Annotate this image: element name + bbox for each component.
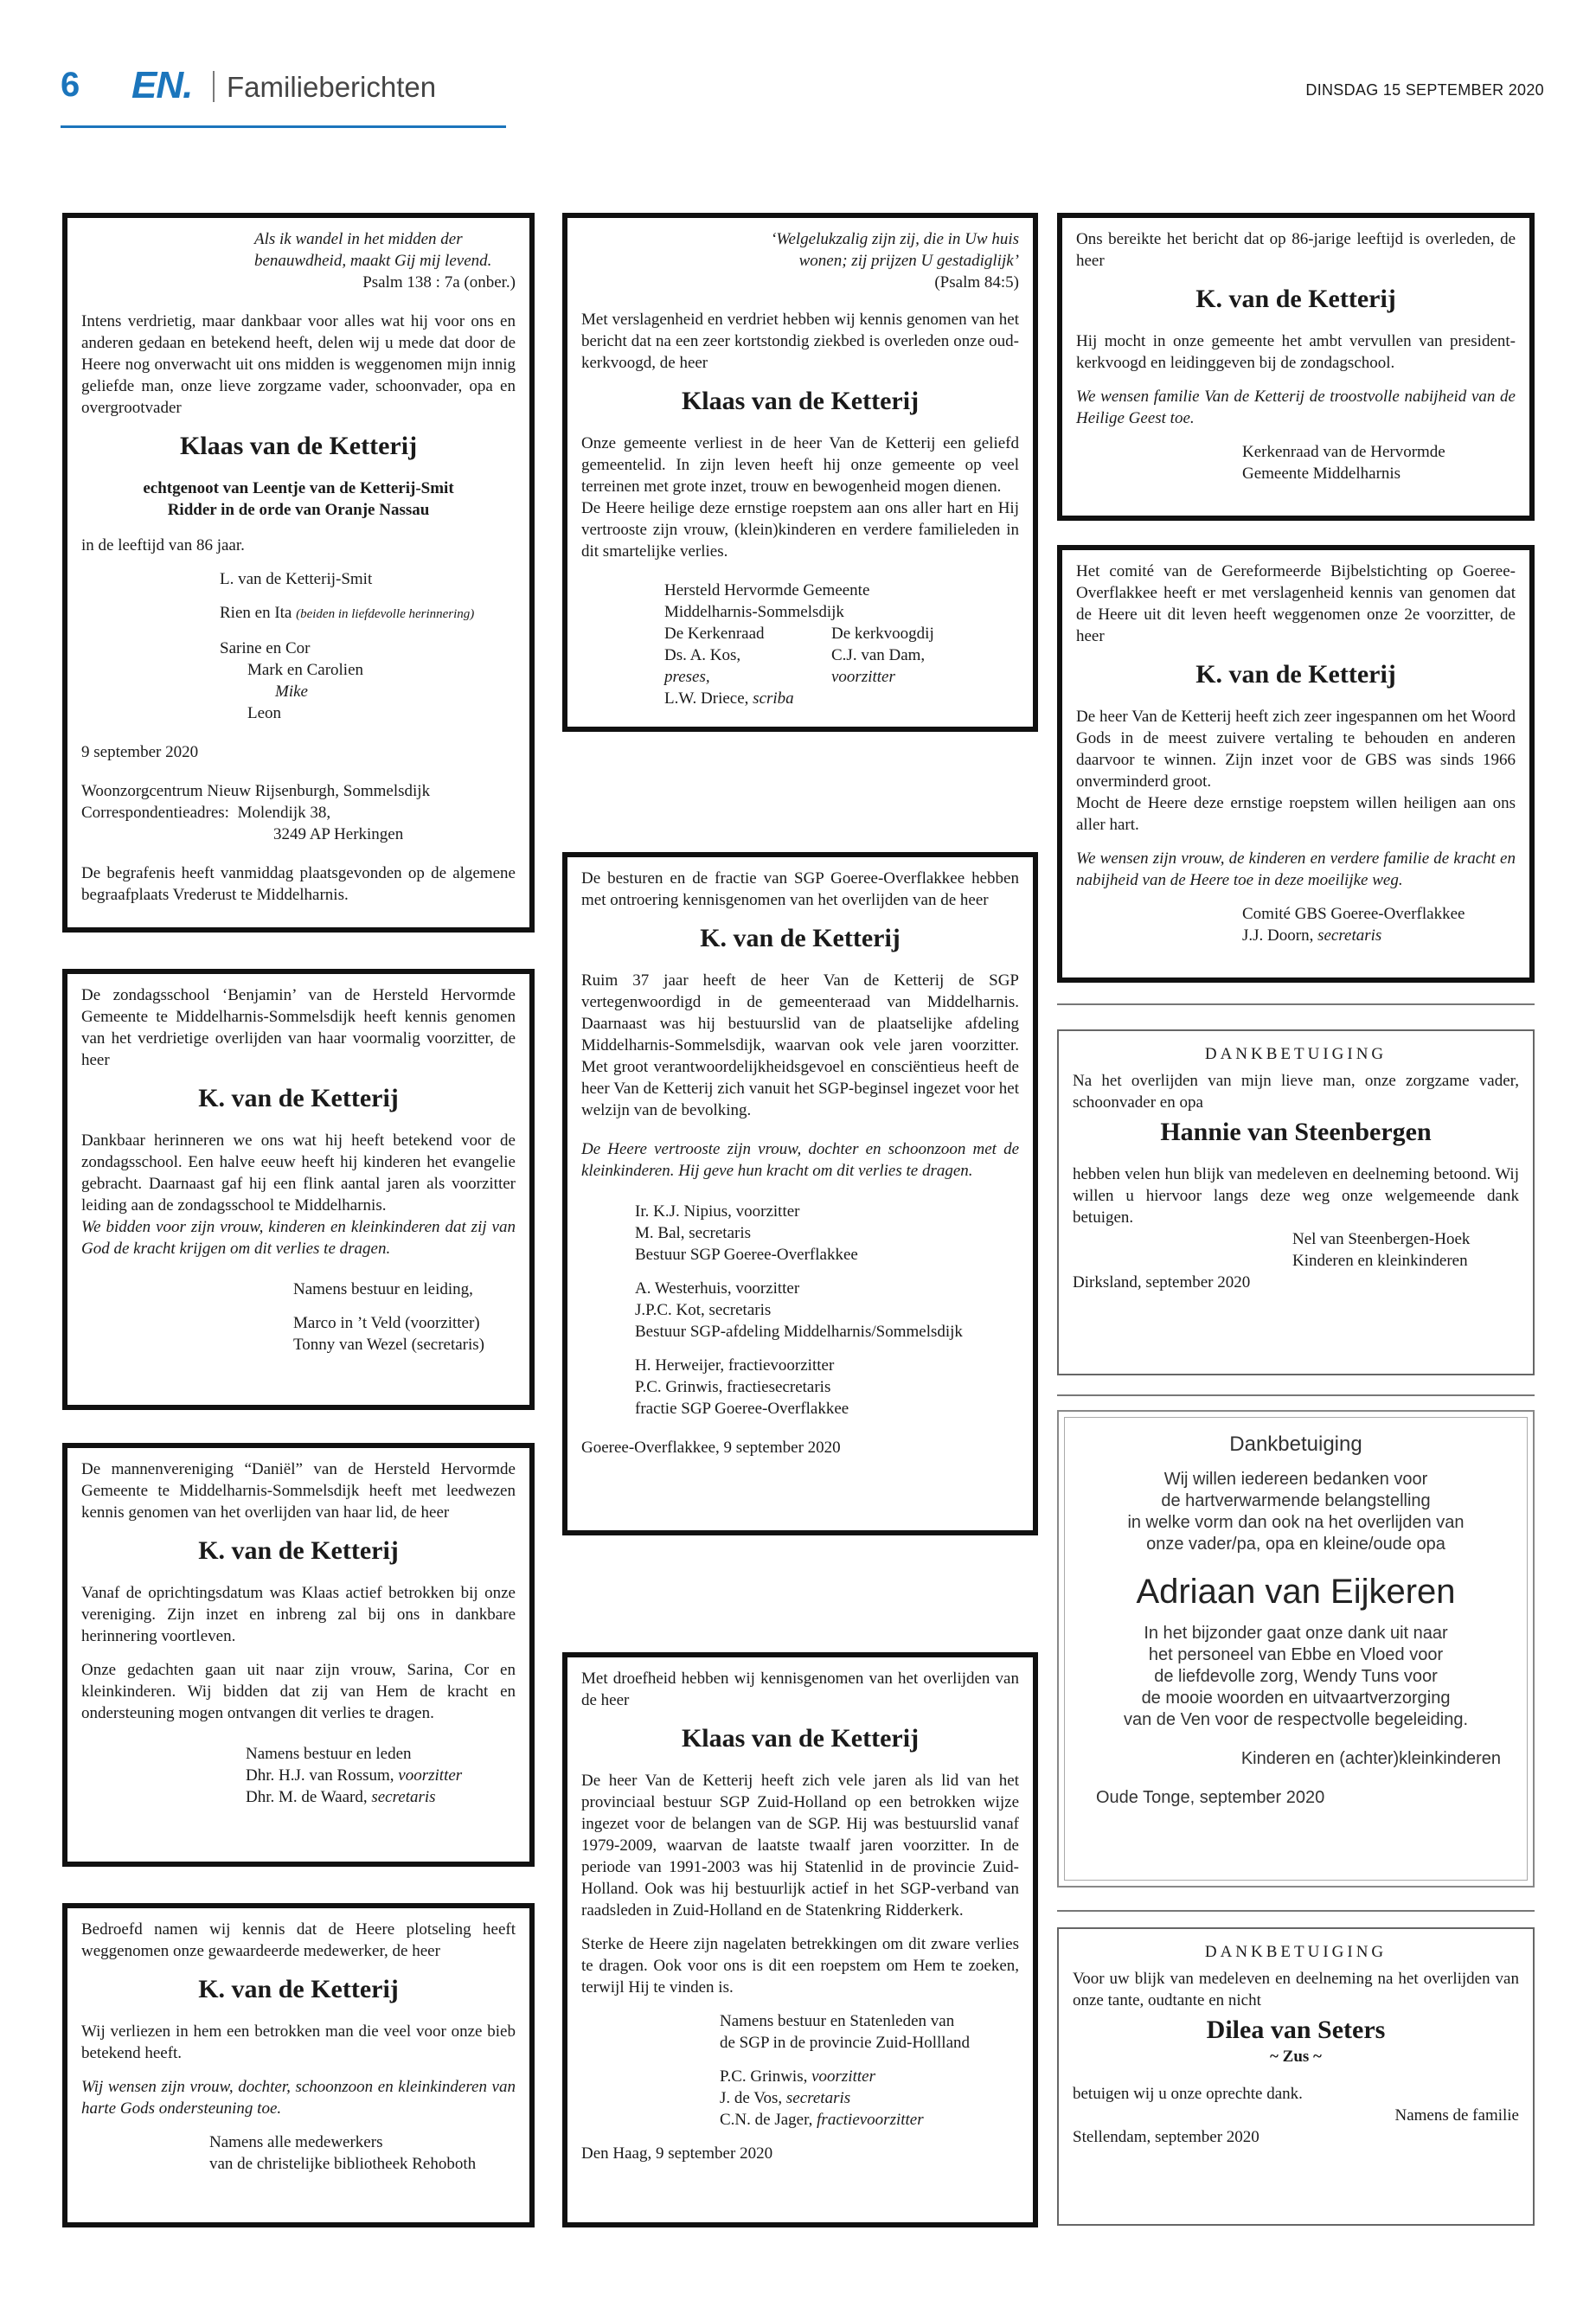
ad-family-notice [62, 213, 535, 933]
signature: Ds. A. Kos, [664, 646, 741, 664]
signature: Kinderen en (achter)kleinkinderen [1240, 1749, 1501, 1768]
family-member: Leon [247, 704, 282, 722]
section-title: Familieberichten [227, 71, 437, 103]
place-date: Den Haag, 9 september 2020 [581, 2144, 773, 2163]
thanks-line: de liefdevolle zorg, Wendy Tuns voor [1154, 1667, 1438, 1686]
thanks-line: de mooie woorden en uitvaartverzorging [1141, 1689, 1451, 1708]
intro-text: Na het overlijden van mijn lieve man, onze zorgzame vader, schoonvader en opa [1073, 1072, 1519, 1112]
signature: A. Westerhuis, voorzitter [635, 1279, 800, 1298]
signature: C.N. de Jager, [720, 2111, 813, 2129]
family-member: Rien en Ita [220, 604, 292, 622]
quote-line: ‘Welgelukzalig zijn zij, die in Uw huis [771, 230, 1019, 248]
signature: Namens bestuur en leiding, [293, 1280, 473, 1298]
signature: Bestuur SGP-afdeling Middelharnis/Sommelsdijk [635, 1323, 963, 1341]
thanks-title: DANKBETUIGING [1204, 1045, 1388, 1063]
thanks-notice-seters [1057, 1927, 1535, 2226]
deceased-name: Dilea van Seters [1206, 2016, 1386, 2044]
ad-sgp-goeree [562, 852, 1038, 1535]
intro-text: Ons bereikte het bericht dat op 86-jarige leeftijd is overleden, de heer [1076, 230, 1516, 270]
place-date: Oude Tonge, september 2020 [1096, 1788, 1325, 1807]
deceased-name: Klaas van de Ketterij [179, 432, 418, 460]
intro-text: De mannenvereniging “Daniël” van de Hersteld Hervormde Gemeente te Middelharnis-Sommelsdijk heeft met leedwezen kennis genomen van het overlijden van haar lid, de heer [81, 1460, 516, 1522]
signature: H. Herweijer, fractievoorzitter [635, 1356, 835, 1375]
body-text: Hij mocht in onze gemeente het ambt vervullen van president-kerkvoogd en leidinggeven bij de zondagschool. [1076, 332, 1516, 372]
thanks-line: in welke vorm dan ook na het overlijden van [1127, 1513, 1465, 1532]
deceased-name: K. van de Ketterij [1195, 660, 1396, 689]
thanks-line: Wij willen iedereen bedanken voor [1163, 1470, 1428, 1489]
residence: Woonzorgcentrum Nieuw Rijsenburgh, Sommelsdijk [81, 782, 431, 800]
family-member: Mike [275, 683, 308, 701]
correspondence-city: 3249 AP Herkingen [273, 825, 404, 843]
signature: De Kerkenraad [664, 625, 765, 643]
header-separator [213, 71, 215, 102]
ad-hervormde-gemeente [1057, 213, 1535, 521]
funeral-text: De begrafenis heeft vanmiddag plaatsgevonden op de algemene begraafplaats Vrederust te Middelharnis. [81, 864, 516, 904]
thanks-title: DANKBETUIGING [1204, 1943, 1388, 1961]
quote-reference: Psalm 138 : 7a (onber.) [362, 273, 516, 292]
signature: Ir. K.J. Nipius, voorzitter [635, 1202, 800, 1221]
intro-text: Met verslagenheid en verdriet hebben wij kennis genomen van het bericht dat na een zeer kortstondig ziekbed is overleden onze oud-kerkvoogd, de heer [581, 311, 1019, 372]
signature: fractie SGP Goeree-Overflakkee [635, 1400, 849, 1418]
signature: L.W. Driece, [664, 689, 749, 708]
thanks-line: In het bijzonder gaat onze dank uit naar [1144, 1624, 1448, 1643]
signature: Gemeente Middelharnis [1242, 465, 1401, 483]
deceased-name: Klaas van de Ketterij [681, 387, 920, 415]
thanks-notice [1057, 1029, 1535, 1375]
family-note: (beiden in liefdevolle herinnering) [296, 607, 475, 621]
body-text: Vanaf de oprichtingsdatum was Klaas actief betrokken bij onze vereniging. Zijn inzet en inbreng zal bij ons in dankbare herinnering voortleven. [81, 1584, 516, 1645]
signature: Middelharnis-Sommelsdijk [664, 603, 844, 621]
header-rule [61, 125, 506, 128]
place-date: Dirksland, september 2020 [1073, 1273, 1251, 1292]
section-divider [1057, 1394, 1535, 1396]
ad-sunday-school [62, 969, 535, 1410]
signature: Namens de familie [1394, 2106, 1519, 2125]
family-member: Sarine en Cor [220, 639, 311, 657]
signature-role: fractievoorzitter [817, 2111, 924, 2129]
death-date: 9 september 2020 [81, 743, 199, 761]
page-number: 6 [61, 66, 80, 104]
ad-bijbelstichting [1057, 545, 1535, 983]
signature: Namens bestuur en Statenleden van [720, 2012, 955, 2030]
wish-text: We wensen familie Van de Ketterij de troostvolle nabijheid van de Heilige Geest toe. [1076, 388, 1516, 427]
thanks-notice-eijkeren [1057, 1410, 1535, 1888]
signature: Namens bestuur en leden [246, 1745, 412, 1763]
signature: De kerkvoogdij [831, 625, 934, 643]
newspaper-logo: EN. [131, 64, 193, 106]
ad-sgp-zuid-holland [562, 1652, 1038, 2227]
family-member: Mark en Carolien [247, 661, 364, 679]
correspondence-street: Molendijk 38, [237, 804, 331, 822]
signature: Tonny van Wezel (secretaris) [293, 1336, 484, 1354]
signature: M. Bal, secretaris [635, 1224, 752, 1242]
signature: Nel van Steenbergen-Hoek [1292, 1230, 1471, 1248]
section-divider [1057, 1910, 1535, 1912]
signature: Kerkenraad van de Hervormde [1242, 443, 1445, 461]
signature: Namens alle medewerkers [209, 2133, 383, 2151]
signature: Comité GBS Goeree-Overflakkee [1242, 905, 1465, 923]
quote-line: wonen; zij prijzen U gestadiglijk’ [798, 252, 1019, 270]
thanks-line: het personeel van Ebbe en Vloed voor [1148, 1645, 1444, 1664]
body-text: Wij verliezen in hem een betrokken man die veel voor onze bieb betekend heeft. [81, 2022, 516, 2062]
deceased-name: K. van de Ketterij [198, 1975, 399, 2003]
intro-text: Voor uw blijk van medeleven en deelneming na het overlijden van onze tante, oudtante en nicht [1073, 1970, 1519, 2009]
wish-text: We bidden voor zijn vrouw, kinderen en kleinkinderen dat zij van God de kracht krijgen om dit verlies te dragen. [81, 1218, 516, 1258]
nickname: ~ Zus ~ [1270, 2048, 1322, 2066]
signature: J. de Vos, [720, 2089, 783, 2107]
signature: P.C. Grinwis, fractiesecretaris [635, 1378, 831, 1396]
signature: Dhr. H.J. van Rossum, [246, 1766, 394, 1785]
body-text: Dankbaar herinneren we ons wat hij heeft betekend voor de zondagsschool. Een halve eeuw heeft hij kinderen het evangelie gebracht. Daarnaast gaf hij een flink aantal jaren als voorzitter leiding aan de zondagsschool te Middelharnis. [81, 1131, 516, 1215]
signature: P.C. Grinwis, [720, 2067, 808, 2086]
deceased-name: K. van de Ketterij [198, 1536, 399, 1565]
signature-role: voorzitter [398, 1766, 463, 1785]
wish-text: De Heere vertrooste zijn vrouw, dochter en schoonzoon met de kleinkinderen. Hij geve hun kracht om dit verlies te dragen. [581, 1140, 1019, 1180]
age-line: in de leeftijd van 86 jaar. [81, 536, 245, 554]
body-text: Sterke de Heere zijn nagelaten betrekkingen om dit zware verlies te dragen. Ook voor ons is dit een roepstem om Hem te zoeken, terwijl Hij te vinden is. [581, 1935, 1019, 1997]
intro-text: Bedroefd namen wij kennis dat de Heere plotseling heeft weggenomen onze gewaardeerde medewerker, de heer [81, 1920, 516, 1960]
signature: Bestuur SGP Goeree-Overflakkee [635, 1246, 858, 1264]
signature: Dhr. M. de Waard, [246, 1788, 368, 1806]
quote-reference: (Psalm 84:5) [934, 273, 1019, 292]
family-member: L. van de Ketterij-Smit [220, 570, 373, 588]
body-text: betuigen wij u onze oprechte dank. [1073, 2085, 1303, 2103]
deceased-name: Adriaan van Eijkeren [1136, 1573, 1456, 1611]
signature-role: voorzitter [831, 668, 895, 686]
signature: de SGP in de provincie Zuid-Hollland [720, 2034, 970, 2052]
spouse-line: echtgenoot van Leentje van de Ketterij-Smit [143, 479, 454, 497]
intro-text: Met droefheid hebben wij kennisgenomen van het overlijden van de heer [581, 1670, 1019, 1709]
deceased-name: K. van de Ketterij [1195, 285, 1396, 313]
signature: J.P.C. Kot, secretaris [635, 1301, 772, 1319]
body-text: Mocht de Heere deze ernstige roepstem willen heiligen aan ons aller hart. [1076, 794, 1516, 834]
body-text: De Heere heilige deze ernstige roepstem aan ons aller hart en Hij vertrooste zijn vrouw, (klein)kinderen en verdere familieleden in dit smartelijke verlies. [581, 499, 1019, 561]
place-date: Stellendam, september 2020 [1073, 2128, 1259, 2146]
thanks-line: van de Ven voor de respectvolle begeleiding. [1123, 1710, 1469, 1729]
signature-role: secretaris [1317, 926, 1382, 945]
signature: C.J. van Dam, [831, 646, 926, 664]
place-date: Goeree-Overflakkee, 9 september 2020 [581, 1439, 841, 1457]
quote-line: Als ik wandel in het midden der [254, 230, 463, 248]
ad-church [562, 213, 1038, 732]
deceased-name: K. van de Ketterij [700, 924, 901, 952]
signature: van de christelijke bibliotheek Rehoboth [209, 2155, 477, 2173]
quote-line: benauwdheid, maakt Gij mij levend. [254, 252, 492, 270]
deceased-name: Klaas van de Ketterij [681, 1724, 920, 1753]
section-divider [1057, 1003, 1535, 1005]
thanks-title: Dankbetuiging [1229, 1433, 1362, 1456]
thanks-line: onze vader/pa, opa en kleine/oude opa [1146, 1535, 1445, 1554]
issue-date: DINSDAG 15 SEPTEMBER 2020 [1305, 81, 1544, 99]
honour-line: Ridder in de orde van Oranje Nassau [167, 501, 430, 519]
signature: J.J. Doorn, [1242, 926, 1314, 945]
intro-text: Het comité van de Gereformeerde Bijbelstichting op Goeree-Overflakkee heeft er met verslagenheid kennis van genomen dat de Heere uit dit leven heeft weggenomen onze 2e voorzitter, de heer [1076, 562, 1516, 645]
thanks-line: de hartverwarmende belangstelling [1161, 1491, 1431, 1510]
deceased-name: K. van de Ketterij [198, 1084, 399, 1112]
signature-role: scriba [753, 689, 794, 708]
intro-text: Intens verdrietig, maar dankbaar voor alles wat hij voor ons en anderen gedaan en betekend heeft, delen wij u mede dat door de Heere nog onverwacht uit ons midden is weggenomen mijn innig geliefde man, onze lieve zorgzame vader, schoonvader, opa en overgrootvader [81, 312, 516, 417]
intro-text: De besturen en de fractie van SGP Goeree-Overflakkee hebben met ontroering kennisgenomen van het overlijden van de heer [581, 869, 1019, 909]
wish-text: Wij wensen zijn vrouw, dochter, schoonzoon en kleinkinderen van harte Gods ondersteuning toe. [81, 2078, 516, 2118]
signature-role: voorzitter [811, 2067, 875, 2086]
deceased-name: Hannie van Steenbergen [1160, 1118, 1432, 1146]
signature-role: secretaris [785, 2089, 851, 2107]
body-text: Onze gedachten gaan uit naar zijn vrouw, Sarina, Cor en kleinkinderen. Wij bidden dat zij van Hem de kracht en ondersteuning mogen ontvangen dit verlies te dragen. [81, 1661, 516, 1722]
body-text: Onze gemeente verliest in de heer Van de Ketterij een geliefd gemeentelid. In zijn leven heeft hij onze gemeente op veel terreinen met grote inzet, trouw en bewogenheid mogen dienen. [581, 434, 1019, 496]
correspondence-label: Correspondentieadres: [81, 804, 229, 822]
body-text: hebben velen hun blijk van medeleven en deelneming betoond. Wij willen u hiervoor langs deze weg onze welgemeende dank betuigen. [1073, 1165, 1519, 1227]
body-text: Ruim 37 jaar heeft de heer Van de Ketterij de SGP vertegenwoordigd in de gemeenteraad van Middelharnis. Daarnaast was hij bestuurslid van de plaatselijke afdeling Middelharnis-Sommelsdijk, waarvan ook vele jaren voorzitter. Met groot verantwoordelijkheidsgevoel en consciëntieus heeft de heer Van de Ketterij zich vanuit het SGP-beginsel ingezet voor het welzijn van de bevolking. [581, 971, 1019, 1119]
ad-library [62, 1903, 535, 2227]
signature: Hersteld Hervormde Gemeente [664, 581, 870, 599]
body-text: De heer Van de Ketterij heeft zich zeer ingespannen om het Woord Gods in de meest zuivere vertaling te behouden en anderen daarvoor te winnen. Zijn inzet voor de GBS was sinds 1966 onverminderd groot. [1076, 708, 1516, 791]
signature-role: preses, [664, 668, 710, 686]
wish-text: We wensen zijn vrouw, de kinderen en verdere familie de kracht en nabijheid van de Heere toe in deze moeilijke weg. [1076, 849, 1516, 889]
ad-mens-association [62, 1443, 535, 1867]
intro-text: De zondagsschool ‘Benjamin’ van de Hersteld Hervormde Gemeente te Middelharnis-Sommelsdijk heeft kennis genomen van het verdrietige overlijden van haar voormalig voorzitter, de heer [81, 986, 516, 1069]
signature: Kinderen en kleinkinderen [1292, 1252, 1468, 1270]
body-text: De heer Van de Ketterij heeft zich vele jaren als lid van het provinciaal bestuur SGP Zuid-Holland op een betrokken wijze ingezet voor de belangen van de SGP. Hij was bestuurslid vanaf 1979-2009, waarvan de laatste twaalf jaren voorzitter. In de periode van 1991-2003 was hij Statenlid in de provincie Zuid-Holland. Ook was hij bestuurlijk actief in het SGP-verband van raadsleden in Zuid-Holland en de Statenkring Ridderkerk. [581, 1772, 1019, 1920]
signature: Marco in ’t Veld (voorzitter) [293, 1314, 480, 1332]
signature-role: secretaris [371, 1788, 436, 1806]
